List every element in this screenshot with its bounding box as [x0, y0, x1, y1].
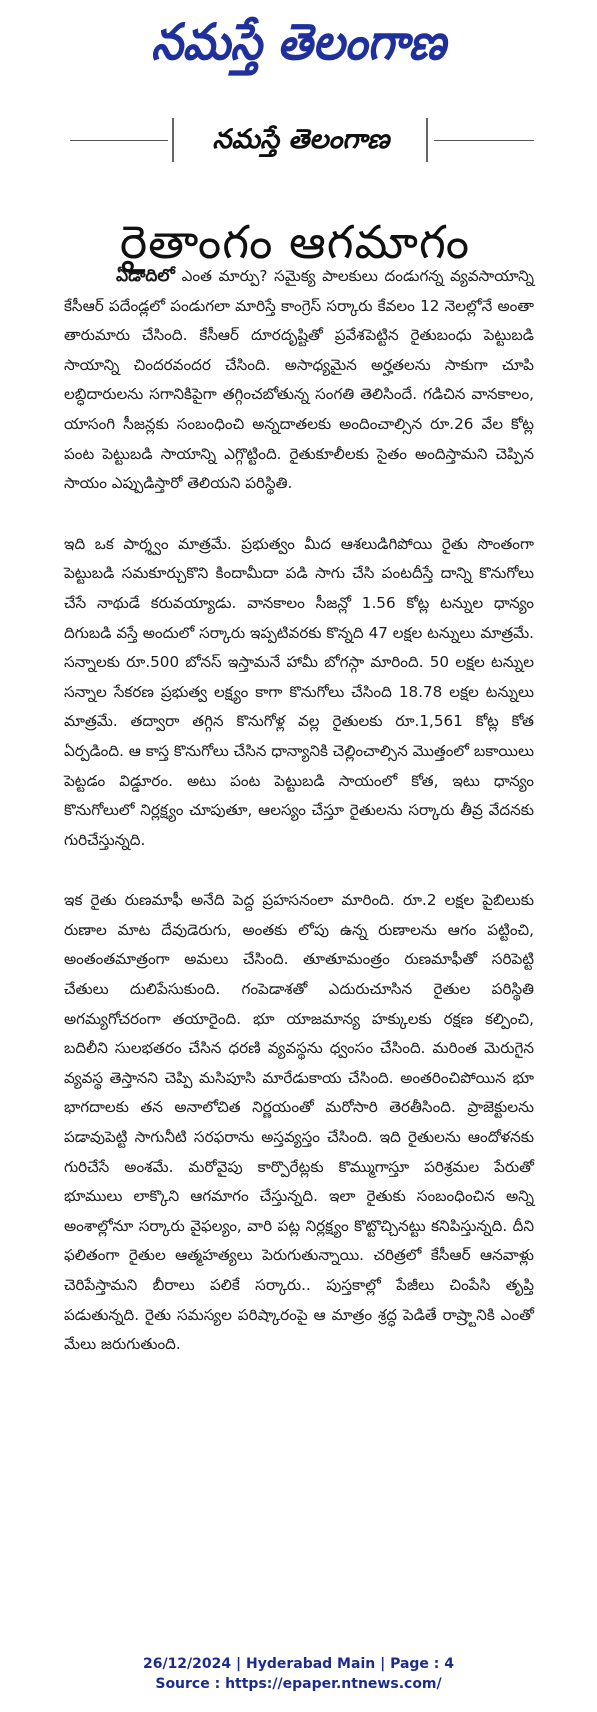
article-headline: రైతాంగం ఆగమాగం: [119, 214, 471, 269]
footer-date-edition: 26/12/2024 | Hyderabad Main | Page : 4: [142, 1656, 455, 1672]
footer: [0, 1654, 597, 1694]
left-divider: [70, 140, 168, 141]
paragraph-2: ఇది ఒక పార్శ్వం మాత్రమే. ప్రభుత్వం మీద ఆశలుడిగిపోయి రైతు సొంతంగా పెట్టుబడి సమకూర్చుకొని కిందామీదా పడి సాగు చేసి పంటదీస్తే దాన్ని కొనుగోలు చేసే నాథుడే కరువయ్యాడు. వానకాలం సీజన్లో 1.56 కోట్ల టన్నుల ధాన్యం దిగుబడి వస్తే అందులో సర్కారు ఇప్పటివరకు కొన్నది 47 లక్షల టన్నులు మాత్రమే. సన్నాలకు రూ.500 బోనస్ ఇస్తామనే హామీ బోగస్గా మారింది. 50 లక్షల టన్నుల సన్నాల సేకరణ ప్రభుత్వ లక్ష్యం కాగా కొనుగోలు చేసింది 18.78 లక్షల టన్నులు మాత్రమే. తద్వారా తగ్గిన కొనుగోళ్ల వల్ల రైతులకు రూ.1,561 కోట్ల కోత ఏర్పడింది. ఆ కాస్త కొనుగోలు చేసిన ధాన్యానికి చెల్లించాల్సిన మొత్తంలో బకాయిలు పెట్టడం విడ్డూరం. అటు పంట పెట్టుబడి సాయంలో కోత, ఇటు ధాన్యం కొనుగోలులో నిర్లక్ష్యం చూపుతూ, ఆలస్యం చేస్తూ రైతులను సర్కారు తీవ్ర వేదనకు గురిచేస్తున్నది.: [64, 534, 534, 849]
paragraph-1-text: ఎంత మార్పు? సమైక్య పాలకులు దండుగన్న వ్యవసాయాన్ని కేసీఆర్ పదేండ్లలో పండుగలా మారిస్తే కాంగ్రెస్ సర్కారు కేవలం 12 నెలల్లోనే అంతా తారుమారు చేసింది. కేసీఆర్ దూరదృష్టితో ప్రవేశపెట్టిన రైతుబంధు పెట్టుబడి సాయాన్ని చిందరవందర చేసింది. అసాధ్యమైన అర్హతలను సాకుగా చూపి లబ్ధిదారులను సగానికిపైగా తగ్గించబోతున్న సంగతి తెలిసిందే. గడిచిన వానకాలం, యాసంగి సీజన్లకు సంబంధించి అన్నదాతలకు అందించాల్సిన రూ.26 వేల కోట్ల పంట పెట్టుబడి సాయాన్ని ఎగ్గొట్టింది. రైతుకూలీలకు సైతం అందిస్తామని చెప్పిన సాయం ఎప్పుడిస్తారో తెలియని పరిస్థితి.: [64, 267, 534, 493]
right-divider: [434, 140, 534, 141]
section-header: [0, 112, 597, 168]
lead-word: ఏడాదిలో: [116, 266, 175, 286]
footer-source: Source : https://epaper.ntnews.com/: [155, 1676, 442, 1692]
right-bracket: [426, 118, 428, 162]
section-label: నమస్తే తెలంగాణ: [212, 124, 390, 155]
article-body: [64, 262, 534, 1391]
left-bracket: [172, 118, 174, 162]
paragraph-1: [64, 262, 534, 499]
masthead-logo: నమస్తే తెలంగాణ: [151, 13, 446, 71]
paragraph-3: ఇక రైతు రుణమాఫీ అనేది పెద్ద ప్రహసనంలా మారింది. రూ.2 లక్షల పైబిలుకు రుణాల మాట దేవుడెరుగు, అంతకు లోపు ఉన్న రుణాలను ఆగం పట్టించి, అంతంతమాత్రంగా అమలు చేసింది. తూతూమంత్రం రుణమాఫీతో సరిపెట్టి చేతులు దులిపేసుకుంది. గంపెడాశతో ఎదురుచూసిన రైతుల పరిస్థితి అగమ్యగోచరంగా తయారైంది. భూ యాజమాన్య హక్కులకు రక్షణ కల్పించి, బదిలీని సులభతరం చేసిన ధరణి వ్యవస్థను ధ్వంసం చేసింది. మరింత మెరుగైన వ్యవస్థ తెస్తానని చెప్పి మసిపూసి మారేడుకాయ చేసింది. అంతరించిపోయిన భూ భాగదాలకు తన అనాలోచిత నిర్ణయంతో మరోసారి తెరతీసింది. ప్రాజెక్టులను పడావుపెట్టి సాగునీటి సరఫరాను అస్తవ్యస్తం చేసింది. ఇది రైతులను ఆందోళనకు గురిచేసే అంశమే. మరోవైపు కార్పొరేట్లకు కొమ్ముగాస్తూ పరిశ్రమల పేరుతో భూములు లాక్కొని ఆగమాగం చేస్తున్నది. ఇలా రైతుకు సంబంధించిన అన్ని అంశాల్లోనూ సర్కారు వైఫల్యం, వారి పట్ల నిర్లక్ష్యం కొట్టొచ్చినట్టు కనిపిస్తున్నది. దీని ఫలితంగా రైతుల ఆత్మహత్యలు పెరుగుతున్నాయి. చరిత్రలో కేసీఆర్ ఆనవాళ్లు చెరిపేస్తామని బీరాలు పలికే సర్కారు.. పుస్తకాల్లో పేజీలు చింపేసి తృప్తి పడుతున్నది. రైతు సమస్యల పరిష్కారంపై ఆ మాత్రం శ్రద్ధ పెడితే రాష్ర్టానికి ఎంతో మేలు జరుగుతుంది.: [64, 891, 534, 1354]
